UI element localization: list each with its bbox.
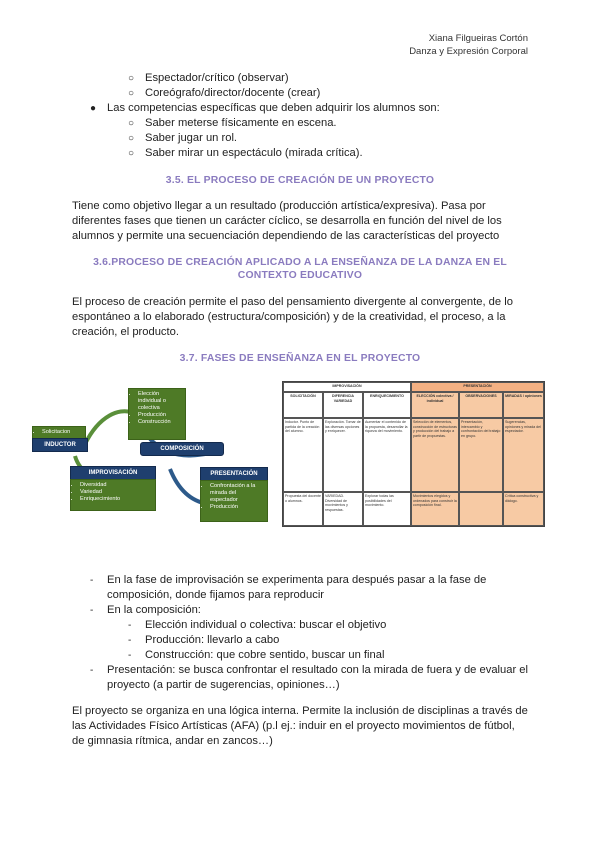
list-item: • Construcción [138,419,182,426]
presentacion-box [200,480,268,522]
dash-bullet: - [128,635,132,646]
table-header: ELECCIÓN colectiva / individual [411,392,459,418]
list-item: • Producción [138,412,182,419]
heading-line: CONTEXTO EDUCATIVO [237,270,363,281]
table-cell: Crítica constructiva y diálogo. [503,492,544,526]
list-item: • Confrontación a la mirada del espectador [210,483,264,504]
circle-bullet-icon: ○ [128,148,135,159]
table-group-header: IMPROVISACIÓN [283,382,411,392]
list-item: Elección individual o colectiva: buscar el objetivo [145,619,387,631]
table-cell: Exploración. Tomar de las diversas opciones y enriquecer. [323,418,363,492]
list-item: Presentación: se busca confrontar el resultado con la mirada de fuera y de evaluar el [107,664,529,676]
section-heading-3-5: 3.5. EL PROCESO DE CREACIÓN DE UN PROYECTO [165,175,435,186]
improvisacion-box [70,479,156,511]
composicion-box [128,388,186,440]
list-item: Las competencias específicas que deben adquirir los alumnos son: [107,102,440,114]
paragraph-line: espontáneo a lo elaborado (estructura/composición) y de la creatividad, el proceso, a la [72,311,506,323]
inductor-label: INDUCTOR [32,438,88,452]
list-item: proyecto (a partir de sugerencias, opiniones…) [107,679,340,691]
dash-bullet: - [128,650,132,661]
paragraph-line: El proyecto se organiza en una lógica interna. Permite la inclusión de disciplinas a través de [72,705,528,717]
presentacion-label: PRESENTACIÓN [200,467,268,481]
table-cell: Selección de elementos, construcción de estructuras y producción del trabajo a partir de propuestas. [411,418,459,492]
table-cell: Presentación, intercambio y confrontación del trabajo en grupo. [459,418,503,492]
dash-bullet: - [128,620,132,631]
table-header: MIRADAS / opiniones [503,392,544,418]
table-header: SOLICITACIÓN [283,392,323,418]
paragraph-line: El proceso de creación permite el paso del pensamiento divergente al convergente, de lo [72,296,513,308]
list-item: • Variedad [80,489,152,496]
table-cell: Explorar todas las posibilidades del movimiento. [363,492,411,526]
table-cell: Movimientos elegidos y ordenados para construir la composición final. [411,492,459,526]
paragraph-line: alumnos y permite una secuenciación dependiendo de las características del proyecto [72,230,500,242]
table-cell: Inductor. Punto de partida de la creación del alumno. [283,418,323,492]
list-item: • Enriquecimiento [80,496,152,503]
table-header: ENRIQUECIMIENTO [363,392,411,418]
list-item: Saber mirar un espectáculo (mirada crítica). [145,147,363,159]
composicion-label: COMPOSICIÓN [140,442,224,456]
phases-table [282,381,545,527]
paragraph-line: de gimnasia rítmica, andar en zancos…) [72,735,273,747]
circle-bullet-icon: ○ [128,73,135,84]
circle-bullet-icon: ○ [128,88,135,99]
author-name: Xiana Filgueiras Cortón [428,33,528,44]
table-cell: VARIEDAD. Diversidad de movimientos y respuestas. [323,492,363,526]
table-cell: Aumentar el contenido de la propuesta, desarrollar la riqueza del movimiento. [363,418,411,492]
list-item: • Producción [210,504,264,511]
table-header: OBSERVACIONES [459,392,503,418]
list-item: • Diversidad [80,482,152,489]
page-header [409,32,528,58]
section-heading-3-7: 3.7. FASES DE ENSEÑANZA EN EL PROYECTO [179,353,421,364]
list-item: Construcción: que cobre sentido, buscar un final [145,649,385,661]
course-name: Danza y Expresión Corporal [409,46,528,57]
heading-line: 3.6.PROCESO DE CREACIÓN APLICADO A LA ENSEÑANZA DE LA DANZA EN EL [93,257,507,268]
table-group-header: PRESENTACIÓN [411,382,544,392]
table-cell: Propuesta del docente o alumnos. [283,492,323,526]
section-heading-3-6 [72,256,528,282]
table-header: DIFERENCIA VARIEDAD [323,392,363,418]
dash-bullet: - [90,665,94,676]
paragraph-line: Tiene como objetivo llegar a un resultado (producción artística/expresiva). Pasa por [72,200,486,212]
disc-bullet-icon: ● [90,103,97,114]
list-item: Saber meterse físicamente en escena. [145,117,337,129]
paragraph-line: creación, el producto. [72,326,179,338]
list-item: Espectador/crítico (observar) [145,72,289,84]
circle-bullet-icon: ○ [128,118,135,129]
table-cell: Sugerencias, opiniones y mirada del espectador. [503,418,544,492]
circle-bullet-icon: ○ [128,133,135,144]
list-item: composición, donde fijamos para reproducir [107,589,325,601]
list-item: Coreógrafo/director/docente (crear) [145,87,321,99]
list-item: • Elección individual o colectiva [138,391,182,412]
list-item: Saber jugar un rol. [145,132,238,144]
dash-bullet: - [90,605,94,616]
list-item: Producción: llevarlo a cabo [145,634,280,646]
list-item: En la composición: [107,604,201,616]
improvisacion-label: IMPROVISACIÓN [70,466,156,480]
paragraph-line: las Actividades Físico Artísticas (AFA) (p.l ej.: induir en el proyecto movimientos de fútbol, [72,720,515,732]
table-cell [459,492,503,526]
list-item: En la fase de improvisación se experimenta para después pasar a la fase de [107,574,487,586]
phases-diagram [30,384,273,532]
paragraph-line: diferentes fases que tienen un carácter cíclico, se desarrolla en función del nivel de los [72,215,502,227]
dash-bullet: - [90,575,94,586]
list-item: • Solicitacion [42,429,82,436]
